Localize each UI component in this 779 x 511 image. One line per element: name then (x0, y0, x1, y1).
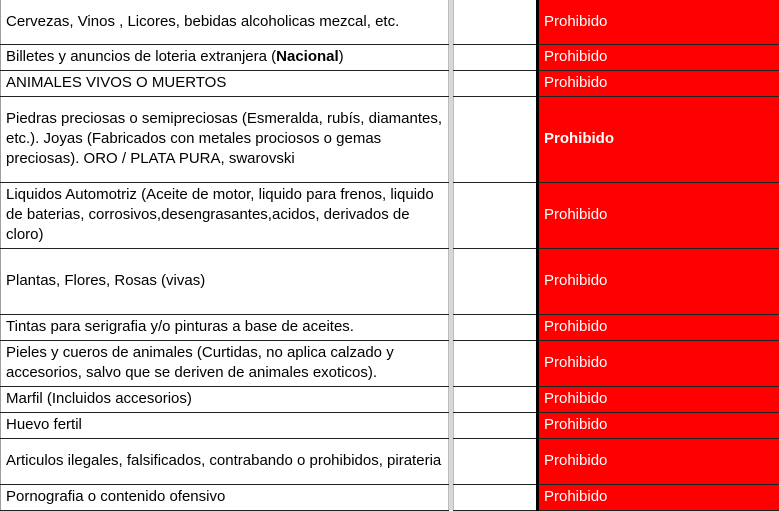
status-cell[interactable]: Prohibido (538, 438, 779, 484)
empty-cell[interactable] (454, 0, 538, 44)
empty-cell[interactable] (454, 412, 538, 438)
status-cell[interactable]: Prohibido (538, 182, 779, 248)
table-row (1, 484, 779, 510)
item-cell[interactable]: ANIMALES VIVOS O MUERTOS (1, 70, 449, 96)
item-text: ) (339, 48, 344, 65)
status-cell[interactable]: Prohibido (538, 412, 779, 438)
empty-cell[interactable] (454, 70, 538, 96)
item-cell[interactable]: Huevo fertil (1, 412, 449, 438)
empty-cell[interactable] (454, 484, 538, 510)
empty-cell[interactable] (454, 386, 538, 412)
item-cell[interactable]: Pornografia o contenido ofensivo (1, 484, 449, 510)
table-row (1, 44, 779, 70)
status-cell[interactable]: Prohibido (538, 44, 779, 70)
status-cell[interactable]: Prohibido (538, 340, 779, 386)
status-cell[interactable]: Prohibido (538, 96, 779, 182)
status-cell[interactable]: Prohibido (538, 0, 779, 44)
empty-cell[interactable] (454, 96, 538, 182)
item-cell[interactable]: Articulos ilegales, falsificados, contrabando o prohibidos, pirateria (1, 438, 449, 484)
empty-cell[interactable] (454, 182, 538, 248)
item-cell[interactable]: Pieles y cueros de animales (Curtidas, no aplica calzado y accesorios, salvo que se deriven de animales exoticos). (1, 340, 449, 386)
item-cell[interactable] (1, 44, 449, 70)
status-cell[interactable]: Prohibido (538, 70, 779, 96)
item-cell[interactable]: Piedras preciosas o semipreciosas (Esmeralda, rubís, diamantes, etc.). Joyas (Fabricados con metales prociosos o gemas preciosas). ORO / PLATA PURA, swarovski (1, 96, 449, 182)
item-cell[interactable]: Marfil (Incluidos accesorios) (1, 386, 449, 412)
empty-cell[interactable] (454, 314, 538, 340)
empty-cell[interactable] (454, 44, 538, 70)
table-row (1, 182, 779, 248)
empty-cell[interactable] (454, 438, 538, 484)
table-row (1, 0, 779, 44)
status-cell[interactable]: Prohibido (538, 248, 779, 314)
table-row (1, 248, 779, 314)
table-row (1, 438, 779, 484)
table-row (1, 386, 779, 412)
status-cell[interactable]: Prohibido (538, 484, 779, 510)
item-cell[interactable]: Tintas para serigrafia y/o pinturas a base de aceites. (1, 314, 449, 340)
item-text: Billetes y anuncios de loteria extranjera ( (6, 48, 276, 65)
item-text-bold: Nacional (276, 48, 339, 65)
table-row (1, 340, 779, 386)
status-cell[interactable]: Prohibido (538, 386, 779, 412)
item-cell[interactable]: Liquidos Automotriz (Aceite de motor, liquido para frenos, liquido de baterias, corrosivos,desengrasantes,acidos, derivados de cloro) (1, 182, 449, 248)
empty-cell[interactable] (454, 248, 538, 314)
item-cell[interactable]: Cervezas, Vinos , Licores, bebidas alcoholicas mezcal, etc. (1, 0, 449, 44)
table-row (1, 96, 779, 182)
table-row (1, 412, 779, 438)
item-cell[interactable]: Plantas, Flores, Rosas (vivas) (1, 248, 449, 314)
table-row (1, 314, 779, 340)
empty-cell[interactable] (454, 340, 538, 386)
table-row (1, 70, 779, 96)
status-cell[interactable]: Prohibido (538, 314, 779, 340)
